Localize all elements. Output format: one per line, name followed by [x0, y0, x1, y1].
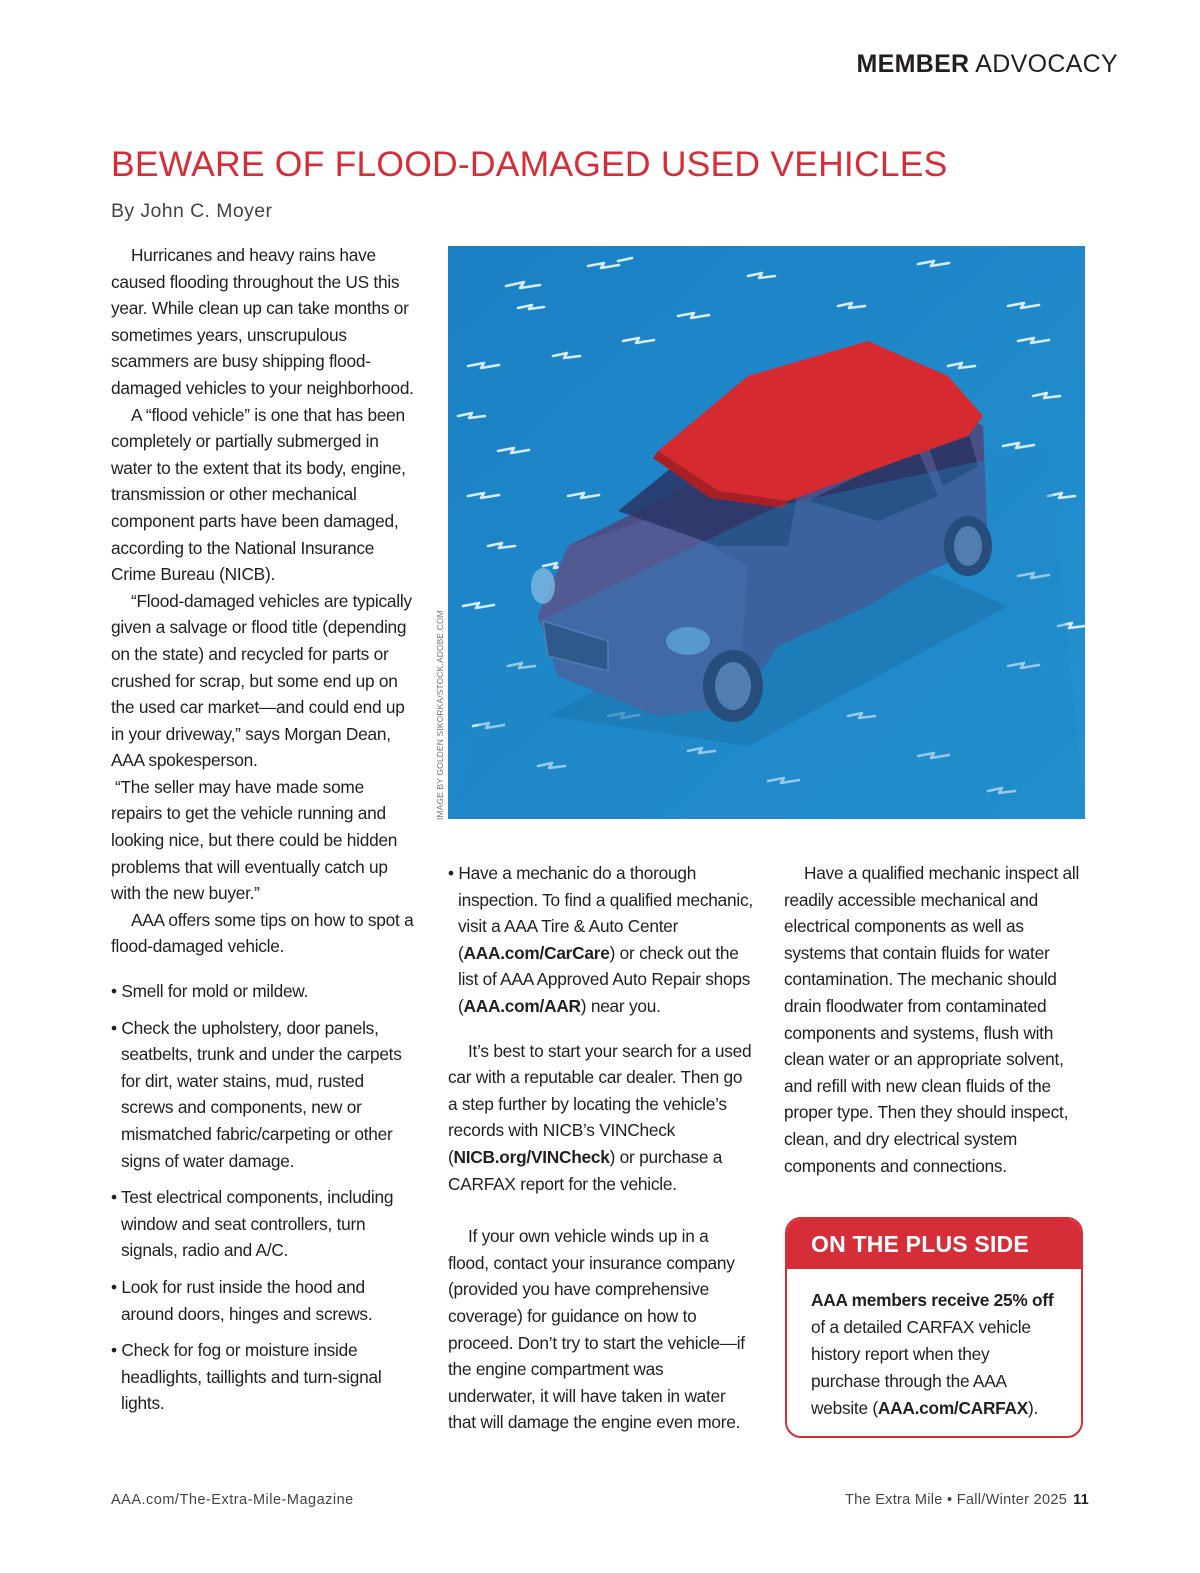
column-2	[448, 860, 753, 1436]
column-1	[111, 242, 416, 1417]
list-item: • Have a mechanic do a thorough inspection. To find a qualified mechanic, visit a AAA Tire & Auto Center (AAA.com/CarCare) or check out the list of AAA Approved Auto Repair shops (AAA.com/AAR) near you.	[448, 863, 753, 1016]
link-carfax[interactable]: AAA.com/CARFAX	[877, 1398, 1029, 1418]
paragraph: A “flood vehicle” is one that has been completely or partially submerged in water to the extent that its body, engine, transmission or other mechanical component parts have been damaged, according to the National Insurance Crime Bureau (NICB).	[111, 404, 406, 585]
image-credit: IMAGE BY GOLDEN SIKORKA/STOCK.ADOBE.COM	[435, 610, 445, 820]
paragraph: “Flood-damaged vehicles are typically given a salvage or flood title (depending on the state) and recycled for parts or crushed for scrap, but some end up on the used car market—and could end up in your driveway,” says Morgan Dean, AAA spokesperson.	[111, 590, 412, 771]
paragraph: “The seller may have made some repairs to get the vehicle running and looking nice, but there could be hidden problems that will eventually catch up with the new buyer.”	[111, 776, 398, 904]
list-item: • Look for rust inside the hood and around doors, hinges and screws.	[111, 1276, 373, 1324]
plus-side-heading: ON THE PLUS SIDE	[787, 1219, 1081, 1269]
paragraph: If your own vehicle winds up in a flood, contact your insurance company (provided you have comprehensive coverage) for guidance on how to proceed. Don’t try to start the vehicle—if the engine compartment was underwater, it will have taken in water that will damage the engine even more.	[448, 1226, 745, 1433]
link-vincheck[interactable]: NICB.org/VINCheck	[453, 1146, 610, 1167]
article-title: BEWARE OF FLOOD-DAMAGED USED VEHICLES	[111, 144, 948, 184]
flooded-car-illustration	[448, 246, 1085, 819]
paragraph: It’s best to start your search for a used car with a reputable car dealer. Then go a step further by locating the vehicle’s records with NICB’s VINCheck (NICB.org/VINCheck) or purchase a CARFAX report for the vehicle.	[448, 1040, 752, 1194]
paragraph: Hurricanes and heavy rains have caused flooding throughout the US this year. While clean up can take months or sometimes years, unscrupulous scammers are busy shipping flood-damaged vehicles to your neighborhood.	[111, 245, 414, 398]
plus-side-callout	[785, 1217, 1083, 1438]
list-item: • Check the upholstery, door panels, seatbelts, trunk and under the carpets for dirt, water stains, mud, rusted screws and components, new or mismatched fabric/carpeting or other signs of water damage.	[111, 1017, 402, 1171]
section-label-bold: MEMBER	[856, 50, 970, 78]
footer-url[interactable]: AAA.com/The-Extra-Mile-Magazine	[111, 1492, 354, 1508]
byline: By John C. Moyer	[111, 200, 273, 222]
list-item: • Smell for mold or mildew.	[111, 981, 309, 1002]
list-item: • Check for fog or moisture inside headlights, taillights and turn-signal lights.	[111, 1340, 382, 1414]
page-number: 11	[1073, 1492, 1089, 1508]
plus-side-body: AAA members receive 25% off of a detailed CARFAX vehicle history report when they purchase through the AAA website (AAA.com/CARFAX).	[811, 1290, 1054, 1418]
link-aar[interactable]: AAA.com/AAR	[463, 995, 581, 1016]
paragraph: Have a qualified mechanic inspect all readily accessible mechanical and electrical components as well as systems that contain fluids for water contamination. The mechanic should drain floodwater from contaminated components and systems, flush with clean water or an appropriate solvent, and refill with new clean fluids of the proper type. Then they should inspect, clean, and dry electrical system components and connections.	[784, 863, 1080, 1176]
section-label-rest: ADVOCACY	[975, 50, 1118, 78]
column-3	[784, 860, 1089, 1179]
footer-issue: The Extra Mile • Fall/Winter 2025 11	[844, 1492, 1089, 1508]
link-carcare[interactable]: AAA.com/CarCare	[463, 942, 610, 963]
section-label	[856, 50, 1118, 79]
paragraph: AAA offers some tips on how to spot a flood-damaged vehicle.	[111, 909, 414, 957]
list-item: • Test electrical components, including window and seat controllers, turn signals, radio and A/C.	[111, 1187, 394, 1261]
